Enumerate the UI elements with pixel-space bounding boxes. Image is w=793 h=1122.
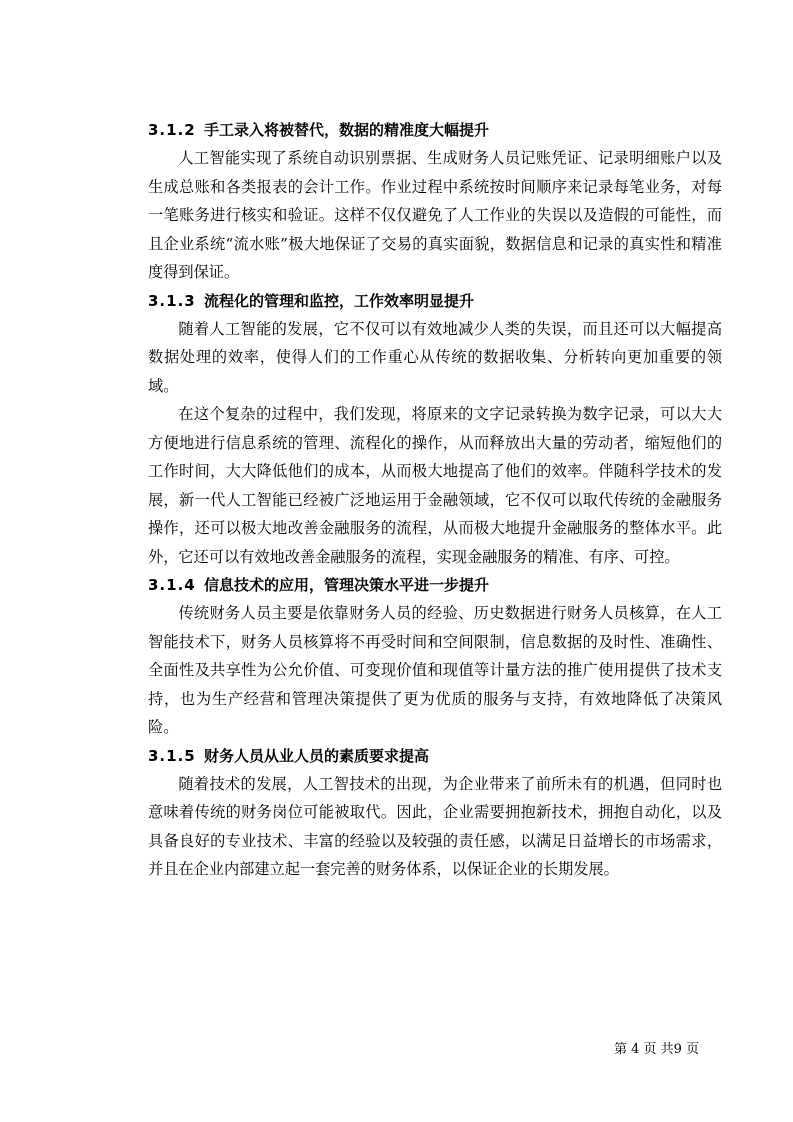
body-paragraph: 随着人工智能的发展，它不仅可以有效地减少人类的失误，而且还可以大幅提高数据处理的效率，使得人们的工作重心从传统的数据收集、分析转向更加重要的领域。 [148,319,722,395]
section-title: 流程化的管理和监控，工作效率明显提升 [204,291,475,310]
body-paragraph: 人工智能实现了系统自动识别票据、生成财务人员记账凭证、记录明细账户以及生成总账和各类报表的会计工作。作业过程中系统按时间顺序来记录每笔业务，对每一笔账务进行核实和验证。这样不仅仅避免了人工作业的失误以及造假的可能性，而且企业系统“流水账”极大地保证了交易的真实面貌，数据信息和记录的真实性和精准度得到保证。 [148,149,722,281]
section-heading [148,571,722,599]
section-number: 3.1.4 [148,576,196,594]
section-3-1-3 [148,287,722,572]
section-title: 手工录入将被替代，数据的精准度大幅提升 [204,121,490,139]
section-heading [148,287,722,315]
document-body [148,116,722,884]
section-number: 3.1.2 [148,121,196,139]
section-3-1-5 [148,742,722,884]
body-paragraph: 随着技术的发展，人工智技术的出现，为企业带来了前所未有的机遇，但同时也意味着传统的财务岗位可能被取代。因此，企业需要拥抱新技术，拥抱自动化，以及具备良好的专业技术、丰富的经验以及较强的责任感，以满足日益增长的市场需求，并且在企业内部建立起一套完善的财务体系，以保证企业的长期发展。 [148,774,722,878]
section-number: 3.1.3 [148,291,196,310]
body-paragraph: 传统财务人员主要是依靠财务人员的经验、历史数据进行财务人员核算，在人工智能技术下，财务人员核算将不再受时间和空间限制，信息数据的及时性、准确性、全面性及共享性为公允价值、可变现价值和现值等计量方法的推广使用提供了技术支持，也为生产经营和管理决策提供了更为优质的服务与支持，有效地降低了决策风险。 [148,604,722,736]
section-heading [148,116,722,144]
section-title: 信息技术的应用，管理决策水平进一步提升 [204,576,490,594]
section-3-1-4 [148,571,722,742]
section-title: 财务人员从业人员的素质要求提高 [204,746,430,765]
section-number: 3.1.5 [148,746,196,765]
section-3-1-2 [148,116,722,287]
page-footer: 第 4 页 共9 页 [614,1042,700,1057]
body-paragraph: 在这个复杂的过程中，我们发现，将原来的文字记录转换为数字记录，可以大大方便地进行信息系统的管理、流程化的操作，从而释放出大量的劳动者，缩短他们的工作时间，大大降低他们的成本，从而极大地提高了他们的效率。伴随科学技术的发展，新一代人工智能已经被广泛地运用于金融领域，它不仅可以取代传统的金融服务操作，还可以极大地改善金融服务的流程，从而极大地提升金融服务的整体水平。此外，它还可以有效地改善金融服务的流程，实现金融服务的精准、有序、可控。 [148,405,722,566]
section-heading [148,742,722,770]
